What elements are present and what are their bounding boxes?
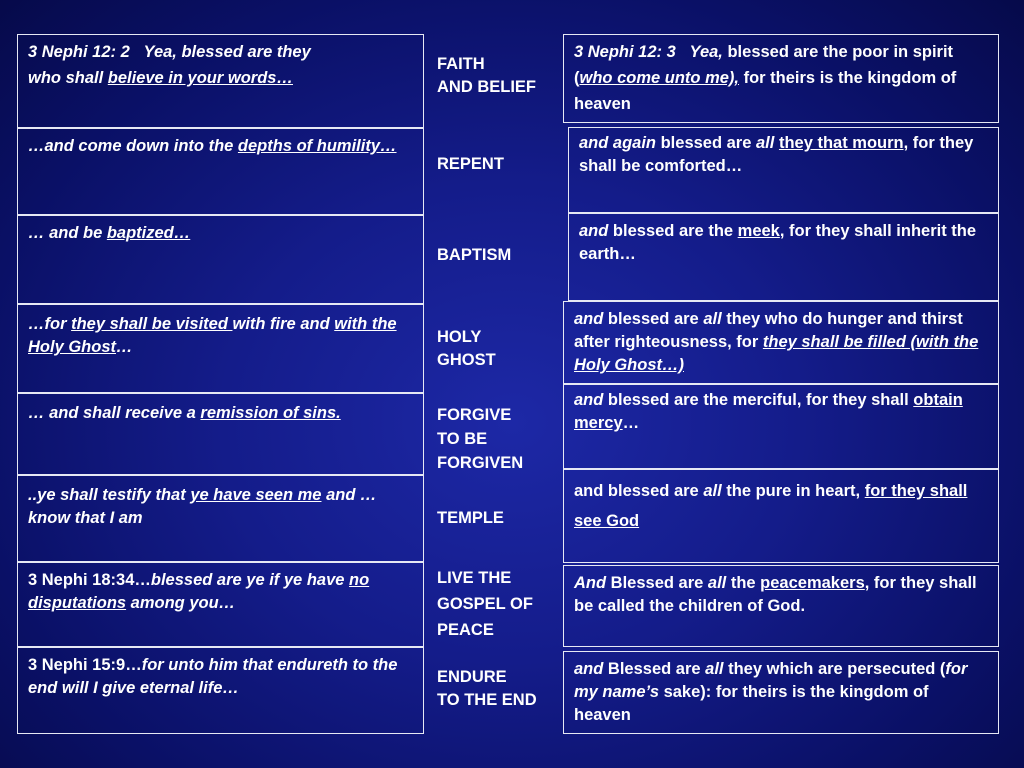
scripture-reference: 3 Nephi 12: 3 — [574, 43, 681, 61]
right-box-pure-in-heart — [563, 469, 999, 563]
topic-line: BAPTISM — [437, 246, 512, 264]
text-segment: …and come down into the — [28, 137, 238, 155]
underlined-phrase: they that mourn, — [778, 134, 909, 152]
scripture-reference: 3 Nephi 12: 2 — [28, 43, 135, 61]
right-box-merciful — [563, 384, 999, 469]
left-box-peace — [17, 562, 424, 647]
right-box-mourn — [568, 127, 999, 213]
topic-live-the-gospel-of-peace — [437, 565, 562, 643]
text-segment: … — [116, 338, 133, 356]
text-segment: the pure in heart, — [721, 482, 865, 500]
text-segment: And — [574, 574, 607, 592]
text-segment: and — [574, 310, 604, 328]
text-segment: for theirs is the kingdom of heaven — [574, 69, 957, 113]
text-segment: and …know that I am — [28, 486, 377, 527]
text-segment: and — [579, 222, 609, 240]
underlined-phrase: they shall be filled (with the Holy Ghost…) — [574, 333, 979, 374]
scripture-reference: 3 Nephi 18:34… — [28, 571, 151, 589]
text-segment: Yea, blessed are they — [143, 43, 311, 61]
text-segment: … and shall receive a — [28, 404, 201, 422]
right-box-peacemakers — [563, 565, 999, 647]
underlined-phrase: baptized… — [106, 224, 191, 242]
topic-line: TO THE END — [437, 691, 537, 709]
left-box-baptism — [17, 215, 424, 304]
text-segment: all — [703, 310, 722, 328]
underlined-phrase: for they shall see God — [574, 482, 968, 530]
left-box-forgive — [17, 393, 424, 475]
right-box-hunger-and-thirst — [563, 301, 999, 384]
underlined-phrase: obtain mercy — [574, 391, 963, 432]
text-segment: with fire and — [232, 315, 335, 333]
topic-baptism — [437, 244, 562, 267]
text-segment: for my name’s — [574, 660, 968, 701]
text-segment: they who do hunger and thirst after righteousness, for — [574, 310, 963, 351]
underlined-phrase: with the Holy Ghost — [28, 315, 397, 356]
topic-faith-and-belief — [437, 53, 562, 99]
text-segment: all — [707, 574, 727, 592]
text-segment: blessed are ye if ye have — [150, 571, 350, 589]
text-segment: … and be — [28, 224, 107, 242]
underlined-phrase: they shall be visited — [71, 315, 233, 333]
topic-line: FAITH — [437, 55, 485, 73]
text-segment: and — [574, 391, 604, 409]
topic-line: ENDURE — [437, 668, 507, 686]
underlined-phrase: peacemakers — [760, 574, 865, 592]
text-segment: , for they shall inherit the earth… — [579, 222, 977, 263]
topic-line: FORGIVE — [437, 406, 512, 424]
text-segment: blessed are — [603, 310, 704, 328]
left-box-faith — [17, 34, 424, 128]
text-segment: blessed are the poor in spirit ( — [574, 43, 954, 87]
underlined-phrase: remission of sins. — [200, 404, 341, 422]
text-segment: and — [574, 660, 604, 678]
topic-holy-ghost — [437, 326, 562, 372]
left-box-temple — [17, 475, 424, 562]
text-segment: among you… — [126, 594, 236, 612]
topic-line: GOSPEL OF — [437, 595, 533, 613]
topic-repent — [437, 153, 562, 176]
topic-line: TO BE — [437, 430, 488, 448]
text-segment: sake): for theirs is the kingdom of heaven — [574, 683, 929, 724]
left-box-endure — [17, 647, 424, 734]
text-segment: they which are persecuted ( — [723, 660, 946, 678]
topic-endure-to-the-end — [437, 666, 562, 712]
topic-line: REPENT — [437, 155, 504, 173]
topic-line: LIVE THE — [437, 569, 512, 587]
text-segment: for — [44, 315, 72, 333]
text-segment: blessed are the merciful, for they shall — [603, 391, 914, 409]
underlined-phrase: no disputations — [28, 571, 370, 612]
topic-line: HOLY — [437, 328, 482, 346]
topic-line: GHOST — [437, 351, 496, 369]
text-segment: and blessed are — [574, 482, 704, 500]
right-box-poor-in-spirit — [563, 34, 999, 123]
left-box-repent — [17, 128, 424, 215]
text-segment: all — [705, 660, 724, 678]
text-segment: who shall — [28, 69, 108, 87]
text-segment: all — [756, 134, 775, 152]
text-segment: for they shall be comforted… — [579, 134, 974, 175]
text-segment: Blessed are — [603, 660, 706, 678]
underlined-phrase: who come unto me), — [579, 69, 740, 87]
text-segment: blessed are — [656, 134, 756, 152]
topic-line: AND BELIEF — [437, 78, 536, 96]
topic-temple — [437, 507, 562, 530]
text-segment: … — [28, 315, 45, 333]
text-segment: ..ye shall testify that — [28, 486, 191, 504]
topic-line: TEMPLE — [437, 509, 504, 527]
text-segment: Blessed are — [606, 574, 708, 592]
underlined-phrase: ye have seen me — [190, 486, 322, 504]
topic-forgive — [437, 403, 562, 475]
text-segment: and again — [579, 134, 657, 152]
topic-line: FORGIVEN — [437, 454, 524, 472]
text-segment: … — [622, 414, 640, 432]
topic-line: PEACE — [437, 621, 494, 639]
text-segment: the — [726, 574, 761, 592]
underlined-phrase: depths of humility… — [237, 137, 397, 155]
text-segment: all — [703, 482, 722, 500]
text-segment: , for they shall be called the children of God. — [574, 574, 977, 615]
underlined-phrase: meek — [737, 222, 780, 240]
text-segment: Yea, — [689, 43, 723, 61]
text-segment: for unto him that endureth to the end will I give eternal life… — [28, 656, 398, 697]
text-segment: blessed are the — [608, 222, 738, 240]
right-box-persecuted — [563, 651, 999, 734]
underlined-phrase: believe in your words… — [107, 69, 293, 87]
left-box-holy-ghost — [17, 304, 424, 393]
scripture-reference: 3 Nephi 15:9… — [28, 656, 142, 674]
right-box-meek — [568, 213, 999, 301]
